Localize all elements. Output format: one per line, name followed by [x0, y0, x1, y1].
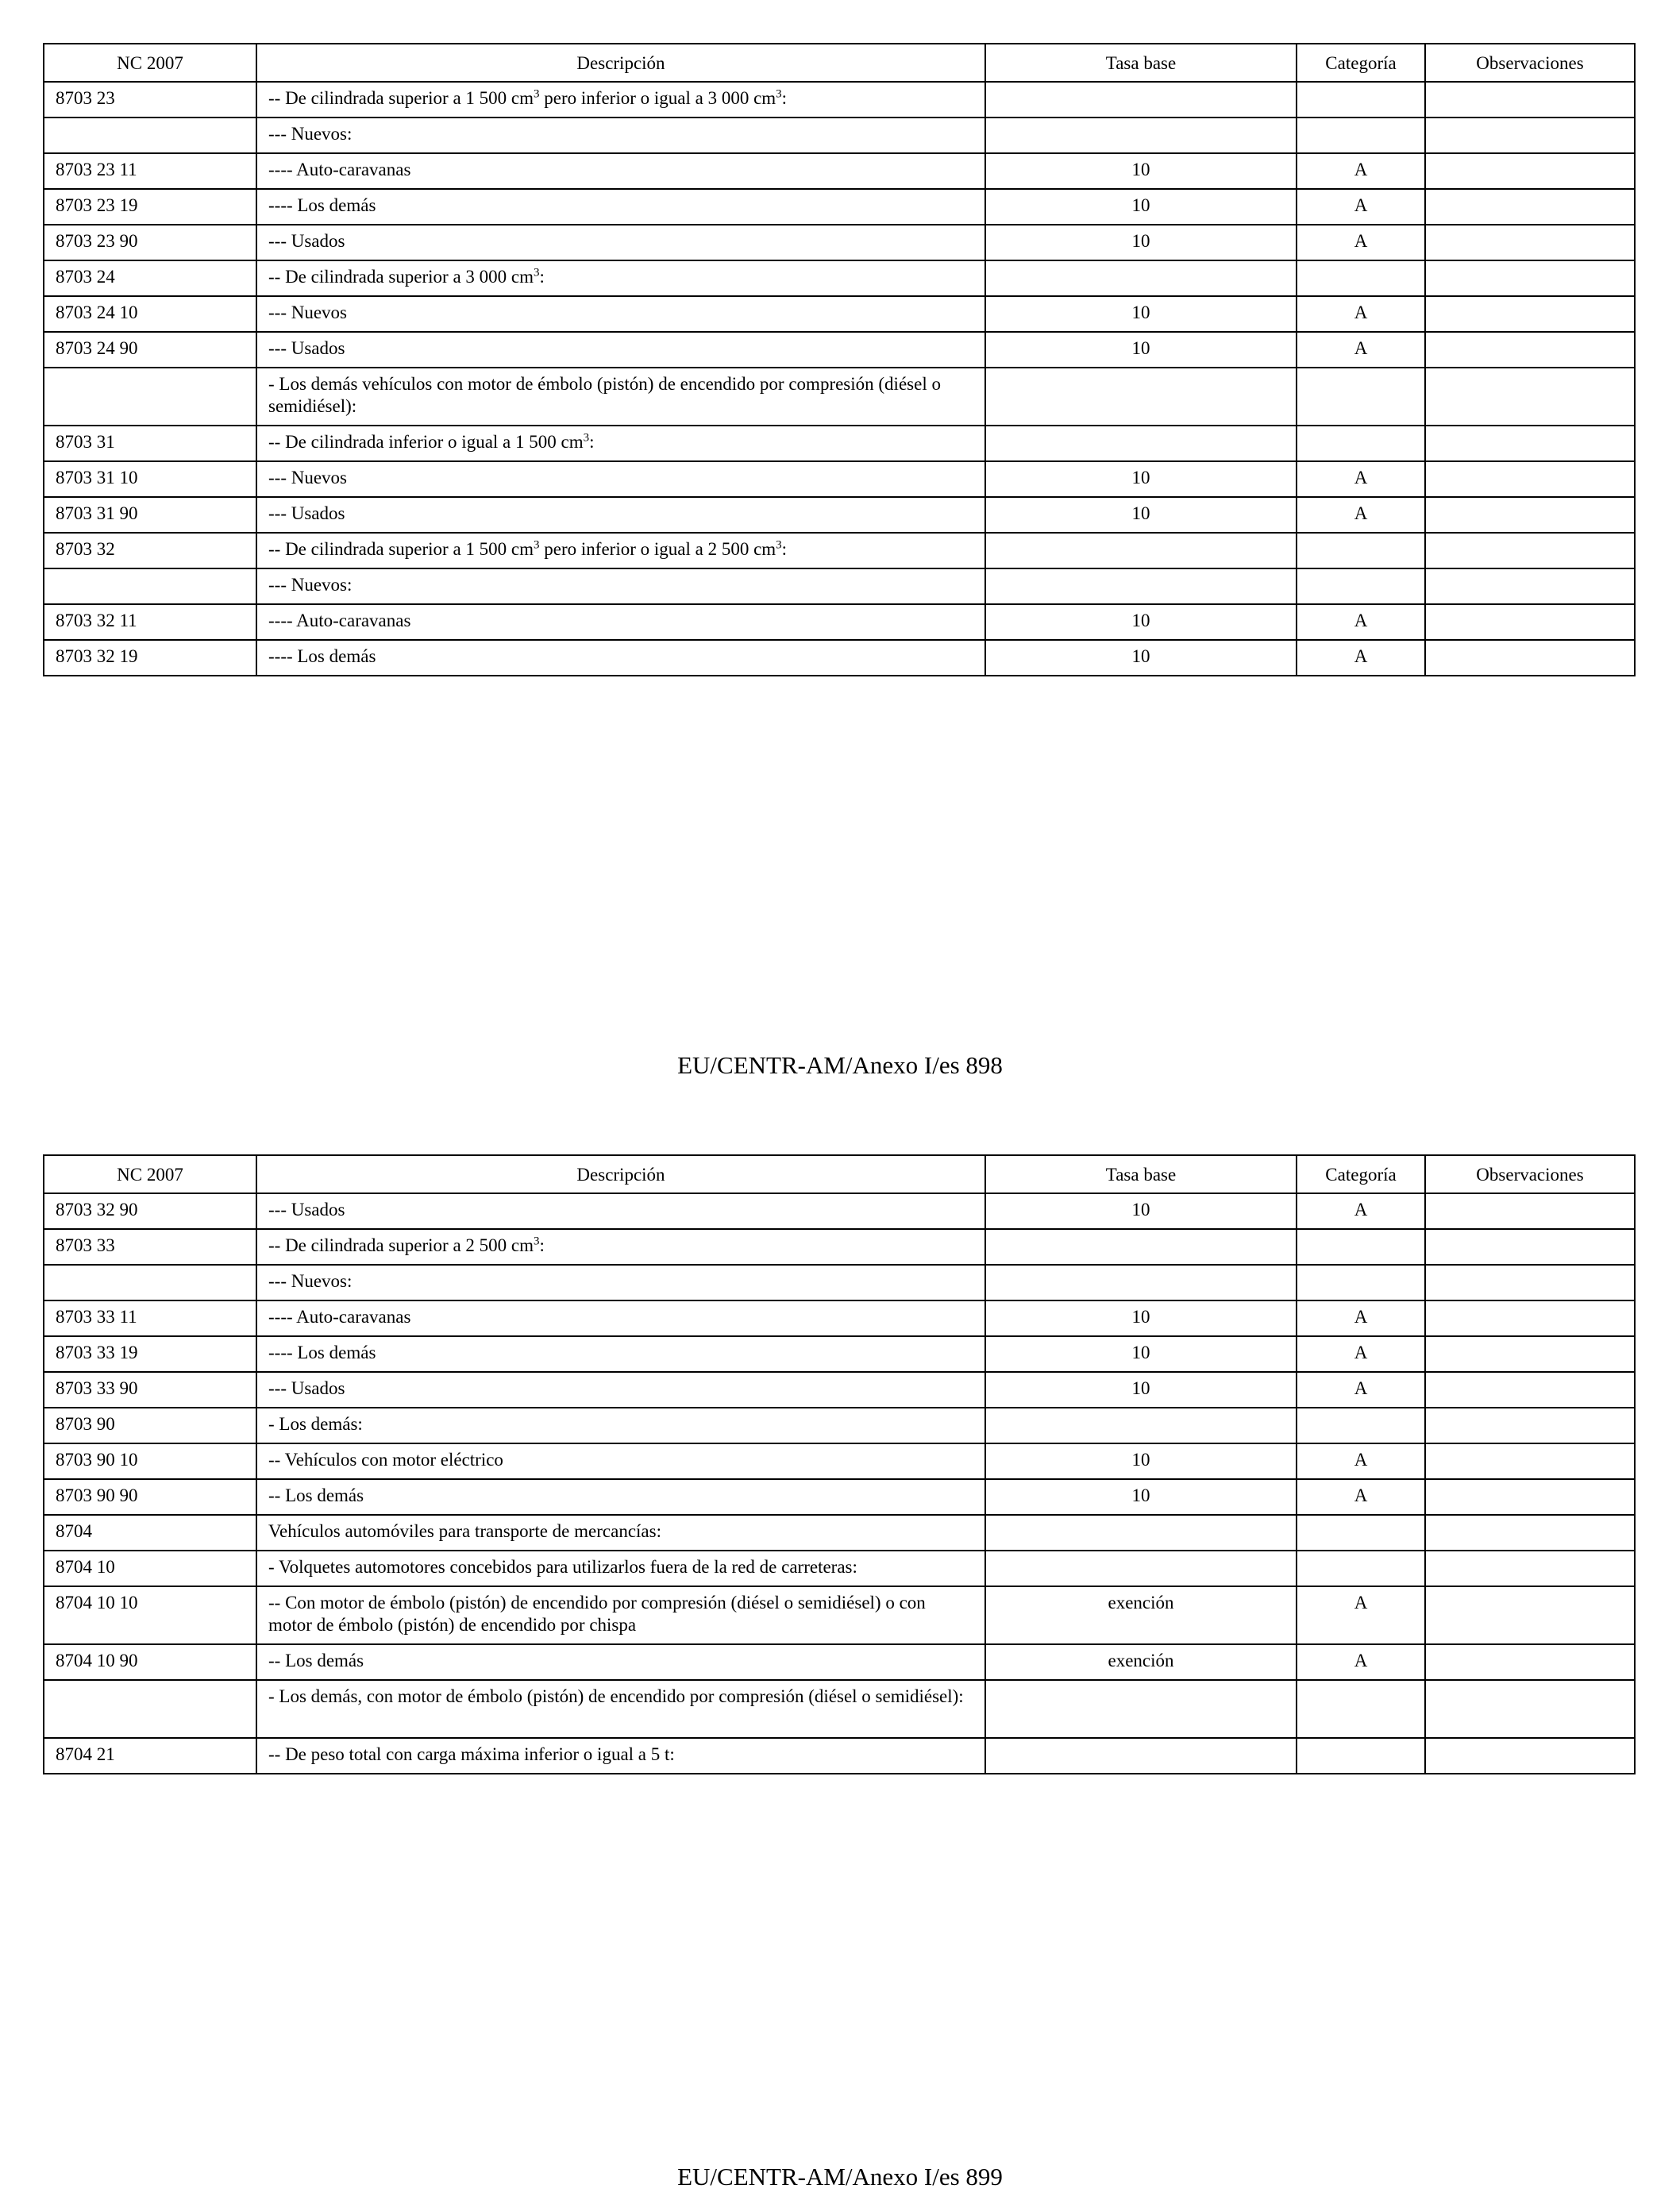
header-category: Categoría	[1297, 1155, 1425, 1193]
table-row	[44, 1300, 1635, 1336]
header-description: Descripción	[256, 44, 985, 82]
base-rate-cell	[985, 118, 1297, 153]
observations-cell	[1425, 426, 1635, 461]
observations-cell	[1425, 1300, 1635, 1336]
description-cell: - Volquetes automotores concebidos para utilizarlos fuera de la red de carreteras:	[256, 1551, 985, 1586]
table-row	[44, 640, 1635, 676]
base-rate-cell	[985, 568, 1297, 604]
category-cell	[1297, 368, 1425, 426]
observations-cell	[1425, 332, 1635, 368]
table-row	[44, 1372, 1635, 1408]
observations-cell	[1425, 1372, 1635, 1408]
base-rate-cell: 10	[985, 1372, 1297, 1408]
base-rate-cell: 10	[985, 332, 1297, 368]
nc-code-cell: 8703 31	[44, 426, 256, 461]
nc-code-cell: 8703 33	[44, 1229, 256, 1265]
category-cell	[1297, 1515, 1425, 1551]
observations-cell	[1425, 568, 1635, 604]
nc-code-cell: 8704	[44, 1515, 256, 1551]
table-row	[44, 1515, 1635, 1551]
base-rate-cell: 10	[985, 497, 1297, 533]
observations-cell	[1425, 1265, 1635, 1300]
base-rate-cell: 10	[985, 153, 1297, 189]
tariff-table-page-899	[43, 1154, 1636, 1774]
observations-cell	[1425, 1586, 1635, 1644]
category-cell	[1297, 533, 1425, 568]
category-cell: A	[1297, 497, 1425, 533]
base-rate-cell: 10	[985, 461, 1297, 497]
base-rate-cell	[985, 1515, 1297, 1551]
header-description: Descripción	[256, 1155, 985, 1193]
description-cell: - Los demás, con motor de émbolo (pistón) de encendido por compresión (diésel o semidiésel):	[256, 1680, 985, 1738]
observations-cell	[1425, 1680, 1635, 1738]
table-row	[44, 1738, 1635, 1774]
base-rate-cell: 10	[985, 640, 1297, 676]
nc-code-cell: 8703 32 19	[44, 640, 256, 676]
observations-cell	[1425, 1515, 1635, 1551]
table-row	[44, 332, 1635, 368]
table-row	[44, 533, 1635, 568]
observations-cell	[1425, 296, 1635, 332]
nc-code-cell: 8703 23 90	[44, 225, 256, 260]
category-cell: A	[1297, 1644, 1425, 1680]
base-rate-cell: 10	[985, 296, 1297, 332]
observations-cell	[1425, 1551, 1635, 1586]
observations-cell	[1425, 461, 1635, 497]
table-row	[44, 497, 1635, 533]
nc-code-cell: 8703 32 11	[44, 604, 256, 640]
nc-code-cell: 8703 31 90	[44, 497, 256, 533]
description-cell: ---- Auto-caravanas	[256, 1300, 985, 1336]
description-cell: Vehículos automóviles para transporte de mercancías:	[256, 1515, 985, 1551]
observations-cell	[1425, 1738, 1635, 1774]
category-cell: A	[1297, 153, 1425, 189]
base-rate-cell: 10	[985, 1443, 1297, 1479]
table-row	[44, 1193, 1635, 1229]
table-row	[44, 426, 1635, 461]
description-cell: --- Nuevos	[256, 461, 985, 497]
description-cell: --- Nuevos:	[256, 1265, 985, 1300]
observations-cell	[1425, 189, 1635, 225]
base-rate-cell	[985, 1738, 1297, 1774]
category-cell	[1297, 260, 1425, 296]
nc-code-cell: 8703 33 11	[44, 1300, 256, 1336]
table-row	[44, 1680, 1635, 1738]
observations-cell	[1425, 604, 1635, 640]
observations-cell	[1425, 225, 1635, 260]
nc-code-cell: 8703 33 19	[44, 1336, 256, 1372]
nc-code-cell: 8703 23 11	[44, 153, 256, 189]
observations-cell	[1425, 497, 1635, 533]
base-rate-cell	[985, 1408, 1297, 1443]
description-cell: - Los demás vehículos con motor de émbolo (pistón) de encendido por compresión (diésel o semidiésel):	[256, 368, 985, 426]
nc-code-cell: 8704 10 90	[44, 1644, 256, 1680]
description-cell: -- De cilindrada inferior o igual a 1 500 $cm^3$:	[256, 426, 985, 461]
category-cell	[1297, 568, 1425, 604]
category-cell: A	[1297, 1193, 1425, 1229]
description-cell: -- De cilindrada superior a 1 500 $cm^3$ pero inferior o igual a 2 500 $cm^3$:	[256, 533, 985, 568]
header-base-rate: Tasa base	[985, 1155, 1297, 1193]
category-cell: A	[1297, 189, 1425, 225]
nc-code-cell	[44, 1265, 256, 1300]
page-footer-899: EU/CENTR-AM/Anexo I/es 899	[677, 2163, 1003, 2191]
nc-code-cell: 8704 10 10	[44, 1586, 256, 1644]
base-rate-cell	[985, 1680, 1297, 1738]
category-cell	[1297, 1408, 1425, 1443]
base-rate-cell: 10	[985, 1193, 1297, 1229]
table-row	[44, 461, 1635, 497]
table-row	[44, 368, 1635, 426]
observations-cell	[1425, 533, 1635, 568]
description-cell: -- De peso total con carga máxima inferior o igual a 5 t:	[256, 1738, 985, 1774]
observations-cell	[1425, 1443, 1635, 1479]
observations-cell	[1425, 1229, 1635, 1265]
base-rate-cell: 10	[985, 189, 1297, 225]
nc-code-cell: 8703 24 90	[44, 332, 256, 368]
description-cell: ---- Los demás	[256, 1336, 985, 1372]
base-rate-cell: exención	[985, 1644, 1297, 1680]
nc-code-cell: 8703 33 90	[44, 1372, 256, 1408]
nc-code-cell: 8703 32 90	[44, 1193, 256, 1229]
base-rate-cell	[985, 1229, 1297, 1265]
category-cell: A	[1297, 225, 1425, 260]
category-cell: A	[1297, 1336, 1425, 1372]
base-rate-cell	[985, 533, 1297, 568]
description-cell: --- Usados	[256, 1193, 985, 1229]
description-cell: --- Usados	[256, 332, 985, 368]
category-cell	[1297, 118, 1425, 153]
category-cell: A	[1297, 1586, 1425, 1644]
base-rate-cell: 10	[985, 1300, 1297, 1336]
description-cell: - Los demás:	[256, 1408, 985, 1443]
description-cell: -- Vehículos con motor eléctrico	[256, 1443, 985, 1479]
observations-cell	[1425, 1336, 1635, 1372]
description-cell: -- Con motor de émbolo (pistón) de encendido por compresión (diésel o semidiésel) o con motor de émbolo (pistón) de encendido por chispa	[256, 1586, 985, 1644]
category-cell: A	[1297, 1372, 1425, 1408]
observations-cell	[1425, 1408, 1635, 1443]
description-cell: --- Usados	[256, 497, 985, 533]
table-row	[44, 1229, 1635, 1265]
table-row	[44, 1408, 1635, 1443]
observations-cell	[1425, 640, 1635, 676]
table-row	[44, 153, 1635, 189]
nc-code-cell: 8703 31 10	[44, 461, 256, 497]
tariff-table-page-898	[43, 43, 1636, 676]
header-observations: Observaciones	[1425, 1155, 1635, 1193]
base-rate-cell: 10	[985, 1336, 1297, 1372]
description-cell: ---- Los demás	[256, 640, 985, 676]
description-cell: ---- Los demás	[256, 189, 985, 225]
table-row	[44, 568, 1635, 604]
table-row	[44, 1551, 1635, 1586]
base-rate-cell	[985, 82, 1297, 118]
table-row	[44, 1644, 1635, 1680]
nc-code-cell: 8703 90	[44, 1408, 256, 1443]
category-cell	[1297, 1680, 1425, 1738]
observations-cell	[1425, 1479, 1635, 1515]
table-row	[44, 296, 1635, 332]
header-base-rate: Tasa base	[985, 44, 1297, 82]
category-cell: A	[1297, 1300, 1425, 1336]
base-rate-cell	[985, 1265, 1297, 1300]
header-nc: NC 2007	[44, 44, 256, 82]
header-nc: NC 2007	[44, 1155, 256, 1193]
table-row	[44, 225, 1635, 260]
description-cell: --- Nuevos:	[256, 568, 985, 604]
observations-cell	[1425, 118, 1635, 153]
nc-code-cell: 8703 32	[44, 533, 256, 568]
observations-cell	[1425, 368, 1635, 426]
nc-code-cell: 8703 23 19	[44, 189, 256, 225]
description-cell: --- Nuevos	[256, 296, 985, 332]
table-row	[44, 604, 1635, 640]
description-cell: -- De cilindrada superior a 1 500 $cm^3$ pero inferior o igual a 3 000 $cm^3$:	[256, 82, 985, 118]
category-cell	[1297, 1551, 1425, 1586]
category-cell	[1297, 82, 1425, 118]
table-row	[44, 189, 1635, 225]
table-row	[44, 260, 1635, 296]
table-row	[44, 1443, 1635, 1479]
category-cell	[1297, 1229, 1425, 1265]
table-header-row	[44, 1155, 1635, 1193]
category-cell	[1297, 1738, 1425, 1774]
base-rate-cell	[985, 368, 1297, 426]
base-rate-cell: exención	[985, 1586, 1297, 1644]
category-cell: A	[1297, 296, 1425, 332]
nc-code-cell: 8703 24 10	[44, 296, 256, 332]
observations-cell	[1425, 82, 1635, 118]
nc-code-cell: 8704 21	[44, 1738, 256, 1774]
nc-code-cell	[44, 1680, 256, 1738]
base-rate-cell: 10	[985, 604, 1297, 640]
category-cell: A	[1297, 640, 1425, 676]
base-rate-cell	[985, 1551, 1297, 1586]
nc-code-cell	[44, 368, 256, 426]
nc-code-cell: 8703 90 10	[44, 1443, 256, 1479]
description-cell: -- De cilindrada superior a 2 500 $cm^3$:	[256, 1229, 985, 1265]
category-cell	[1297, 1265, 1425, 1300]
observations-cell	[1425, 1644, 1635, 1680]
observations-cell	[1425, 260, 1635, 296]
nc-code-cell: 8703 23	[44, 82, 256, 118]
base-rate-cell: 10	[985, 225, 1297, 260]
description-cell: -- De cilindrada superior a 3 000 $cm^3$:	[256, 260, 985, 296]
category-cell: A	[1297, 332, 1425, 368]
table-row	[44, 82, 1635, 118]
description-cell: --- Usados	[256, 1372, 985, 1408]
description-cell: --- Usados	[256, 225, 985, 260]
table-row	[44, 1479, 1635, 1515]
header-observations: Observaciones	[1425, 44, 1635, 82]
category-cell: A	[1297, 1443, 1425, 1479]
base-rate-cell	[985, 260, 1297, 296]
observations-cell	[1425, 153, 1635, 189]
table-row	[44, 1265, 1635, 1300]
table-row	[44, 1586, 1635, 1644]
category-cell: A	[1297, 461, 1425, 497]
table-header-row	[44, 44, 1635, 82]
nc-code-cell: 8704 10	[44, 1551, 256, 1586]
nc-code-cell: 8703 90 90	[44, 1479, 256, 1515]
category-cell: A	[1297, 604, 1425, 640]
description-cell: ---- Auto-caravanas	[256, 153, 985, 189]
observations-cell	[1425, 1193, 1635, 1229]
description-cell: ---- Auto-caravanas	[256, 604, 985, 640]
base-rate-cell	[985, 426, 1297, 461]
description-cell: --- Nuevos:	[256, 118, 985, 153]
nc-code-cell: 8703 24	[44, 260, 256, 296]
nc-code-cell	[44, 568, 256, 604]
category-cell	[1297, 426, 1425, 461]
table-row	[44, 1336, 1635, 1372]
page-footer-898: EU/CENTR-AM/Anexo I/es 898	[677, 1051, 1003, 1079]
table-row	[44, 118, 1635, 153]
header-category: Categoría	[1297, 44, 1425, 82]
description-cell: -- Los demás	[256, 1479, 985, 1515]
category-cell: A	[1297, 1479, 1425, 1515]
nc-code-cell	[44, 118, 256, 153]
base-rate-cell: 10	[985, 1479, 1297, 1515]
description-cell: -- Los demás	[256, 1644, 985, 1680]
